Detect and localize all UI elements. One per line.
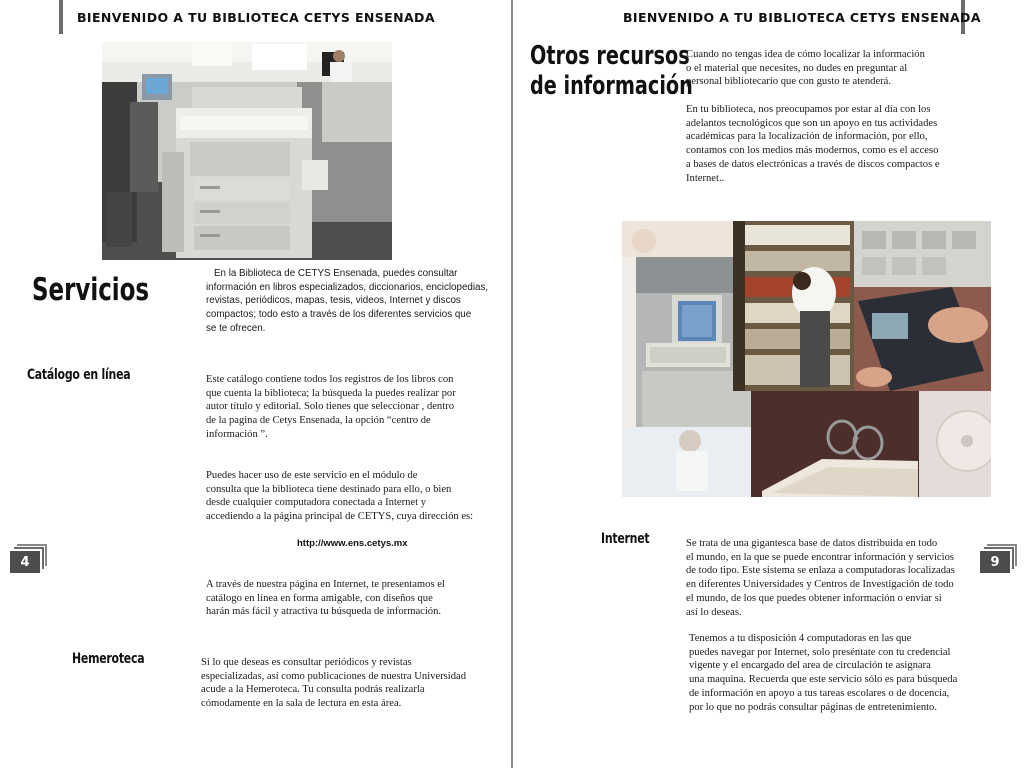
text-line: vigente y el encargado del area de circulación te asignara [689, 660, 931, 672]
library-office-photo-icon [102, 42, 392, 260]
text-line: se te ofrecen. [206, 322, 266, 334]
running-head-right: BIENVENIDO A TU BIBLIOTECA CETYS ENSENADA [623, 10, 981, 25]
text-line: en diferentes Universidades y Centros de Investigación de todo [686, 579, 954, 591]
title-line: Otros recursos [530, 41, 690, 71]
text-line: En la Biblioteca de CETYS Ensenada, puedes consultar [214, 268, 458, 279]
running-head-left: BIENVENIDO A TU BIBLIOTECA CETYS ENSENADA [77, 10, 435, 25]
catalogo-paragraph-3 [206, 578, 445, 619]
title-line: de información [530, 71, 693, 101]
text-line: adelantos tecnológicos que son un apoyo en tus actividades [686, 117, 938, 129]
technology-collage-icon [622, 221, 991, 497]
catalogo-heading: Catálogo en línea [27, 367, 131, 383]
technology-collage [622, 221, 991, 497]
text-line: desde cualquier computadora conectada a Internet y [206, 497, 427, 509]
text-line: Tenemos a tu disposición 4 computadoras en las que [689, 633, 912, 644]
text-line: acude a la Hemeroteca. Tu consulta podrás realizarla [201, 684, 425, 696]
internet-heading: Internet [601, 531, 650, 547]
text-line: el mundo, de los que puedes obtener información o enviar si [686, 592, 942, 604]
text-line: contamos con los medios más modernos, como es el acceso [686, 145, 939, 157]
otros-recursos-title [530, 41, 693, 101]
text-line: de la pagina de Cetys Ensenada, la opción “centro de [206, 415, 431, 427]
header-bar-left [59, 0, 63, 34]
page-number-left: 4 [10, 551, 40, 573]
text-line: autor título y editorial. Solo tienes que seleccionar , dentro [206, 401, 455, 413]
internet-paragraph-2 [689, 632, 957, 714]
hemeroteca-heading: Hemeroteca [72, 651, 145, 667]
text-line: por lo que no podrás consultar páginas de entretenimiento. [689, 701, 938, 713]
text-line: harán más fácil y atractiva tu búsqueda de información. [206, 606, 442, 618]
text-line: compactos; todo esto a través de los diferentes servicios que [206, 309, 472, 321]
text-line: personal bibliotecario que con gusto te atenderá. [686, 76, 892, 88]
text-line: una maquina. Recuerda que este servicio sólo es para búsqueda [689, 674, 958, 686]
text-line: Este catálogo contiene todos los registros de los libros con [206, 374, 454, 385]
cetys-url-link[interactable]: http://www.ens.cetys.mx [297, 538, 408, 549]
text-line: Internet.. [686, 172, 725, 184]
otros-paragraph-1 [686, 48, 925, 89]
catalogo-paragraph-2 [206, 469, 473, 524]
text-line: catálogo en línea en forma amigable, con diseños que [206, 592, 433, 604]
text-line: A través de nuestra página en Internet, te presentamos el [206, 579, 445, 590]
text-line: Puedes hacer uso de este servicio en el módulo de [206, 470, 418, 481]
text-line: a bases de datos electrónicas a través de discos compactos e [686, 158, 940, 170]
text-line: así lo deseas. [686, 606, 742, 618]
servicios-paragraph [206, 267, 488, 336]
page-number-right: 9 [980, 551, 1010, 573]
right-page [513, 0, 1024, 768]
hemeroteca-paragraph [201, 656, 466, 711]
text-line: accediendo a la página principal de CETYS, cuya dirección es: [206, 511, 474, 523]
library-office-photo [102, 42, 392, 260]
text-line: académicas para la localización de información, por ello, [686, 131, 928, 143]
text-line: En tu biblioteca, nos preocupamos por estar al día con los [686, 104, 931, 115]
text-line: que cuenta la biblioteca; la búsqueda la puedes realizar por [206, 387, 456, 399]
text-line: cómodamente en la sala de lectura en esta área. [201, 698, 402, 710]
text-line: consulta que la biblioteca tiene destinado para ello, o bien [206, 483, 452, 495]
text-line: el mundo, en la que se puede encontrar información y servicios [686, 551, 954, 563]
text-line: información en libros especializados, diccionarios, enciclopedias, [206, 281, 489, 293]
text-line: especializadas, así como publicaciones de nuestra Universidad [201, 670, 467, 682]
text-line: puedes navegar por Internet, solo preséntate con tu credencial [689, 646, 951, 658]
text-line: información ”. [206, 428, 268, 440]
servicios-title: Servicios [32, 272, 150, 308]
text-line: Se trata de una gigantesca base de datos distribuida en todo [686, 538, 938, 549]
text-line: o el material que necesites, no dudes en preguntar al [686, 62, 908, 74]
otros-paragraph-2 [686, 103, 940, 185]
internet-paragraph-1 [686, 537, 955, 619]
catalogo-paragraph-1 [206, 373, 456, 442]
text-line: Cuando no tengas idea de cómo localizar la información [686, 49, 925, 60]
text-line: revistas, periódicos, mapas, tesis, videos, Internet y discos [206, 295, 461, 307]
text-line: Si lo que deseas es consultar periódicos y revistas [201, 657, 412, 668]
text-line: de todo tipo. Este sistema se enlaza a computadoras localizadas [686, 565, 955, 577]
text-line: de información en apoyo a tus tareas escolares o de docencia, [689, 687, 950, 699]
